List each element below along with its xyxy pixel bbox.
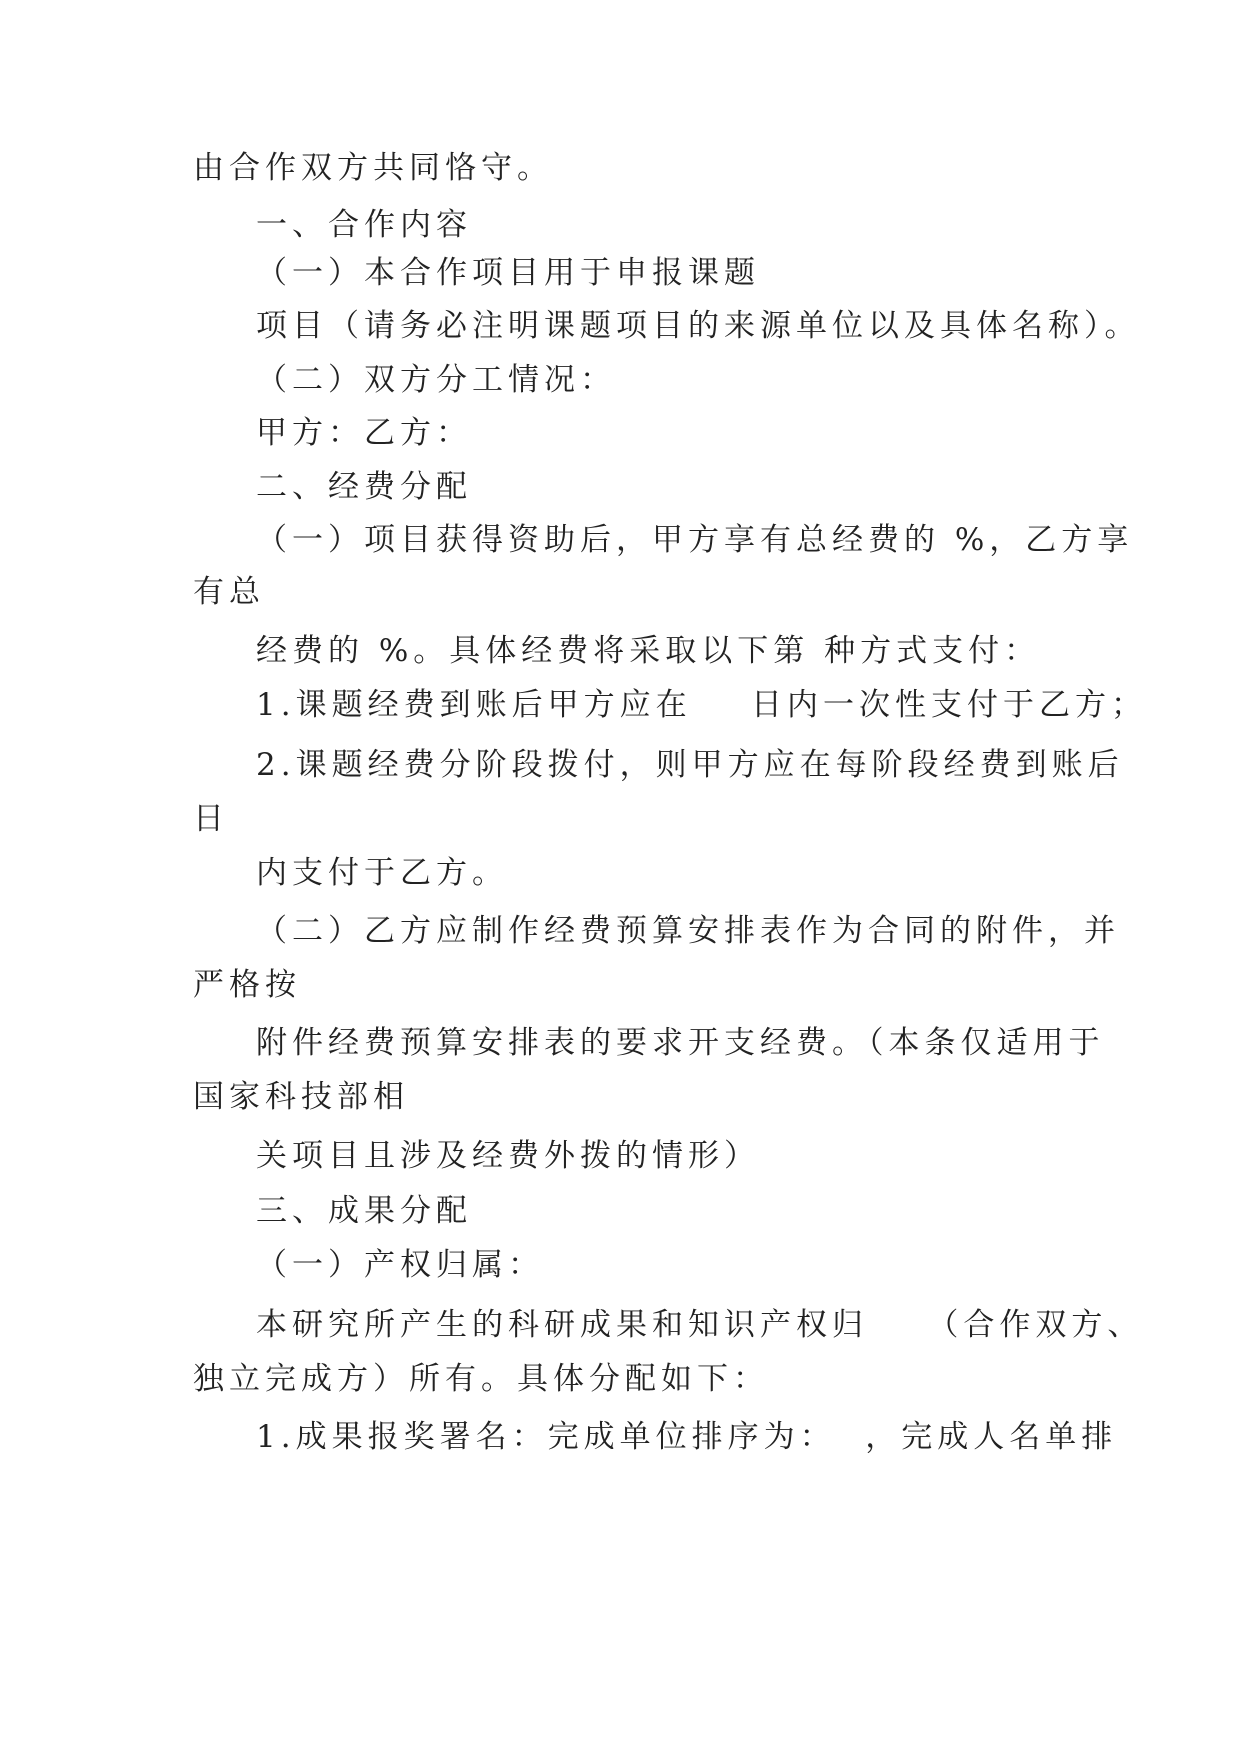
- text-line-8: （一）项目获得资助后，甲方享有总经费的 %，乙方享: [256, 522, 1134, 558]
- text-line-4: 项目（请务必注明课题项目的来源单位以及具体名称）。: [256, 308, 1141, 344]
- text-line-22: 本研究所产生的科研成果和知识产权归 （合作双方、: [256, 1307, 1144, 1343]
- text-line-19: 关项目且涉及经费外拨的情形）: [256, 1138, 760, 1174]
- section-heading-results: 三、成果分配: [256, 1193, 472, 1229]
- text-line-24: 1.成果报奖署名：完成单位排序为： ，完成人名单排: [256, 1419, 1118, 1455]
- text-line-23: 独立完成方）所有。具体分配如下：: [193, 1361, 769, 1397]
- text-line-5: （二）双方分工情况：: [256, 362, 616, 398]
- text-line-17: 附件经费预算安排表的要求开支经费。（本条仅适用于: [256, 1025, 1105, 1061]
- text-line-16: 严格按: [193, 967, 301, 1003]
- text-line-13: 日: [193, 801, 229, 837]
- text-line-3: （一）本合作项目用于申报课题: [256, 255, 760, 291]
- text-line-12: 2.课题经费分阶段拨付，则甲方应在每阶段经费到账后: [256, 747, 1124, 783]
- text-line-1: 由合作双方共同恪守。: [193, 150, 553, 186]
- section-heading-cooperation-content: 一、合作内容: [256, 207, 472, 243]
- text-line-14: 内支付于乙方。: [256, 855, 508, 891]
- text-line-21: （一）产权归属：: [256, 1247, 544, 1283]
- text-line-15: （二）乙方应制作经费预算安排表作为合同的附件，并: [256, 913, 1120, 949]
- text-line-10: 经费的 %。具体经费将采取以下第 种方式支付：: [256, 633, 1041, 669]
- section-heading-funding: 二、经费分配: [256, 469, 472, 505]
- text-line-18: 国家科技部相: [193, 1079, 409, 1115]
- text-line-6: 甲方：乙方：: [256, 415, 472, 451]
- text-line-9: 有总: [193, 574, 265, 610]
- text-line-11: 1.课题经费到账后甲方应在 日内一次性支付于乙方；: [256, 687, 1147, 723]
